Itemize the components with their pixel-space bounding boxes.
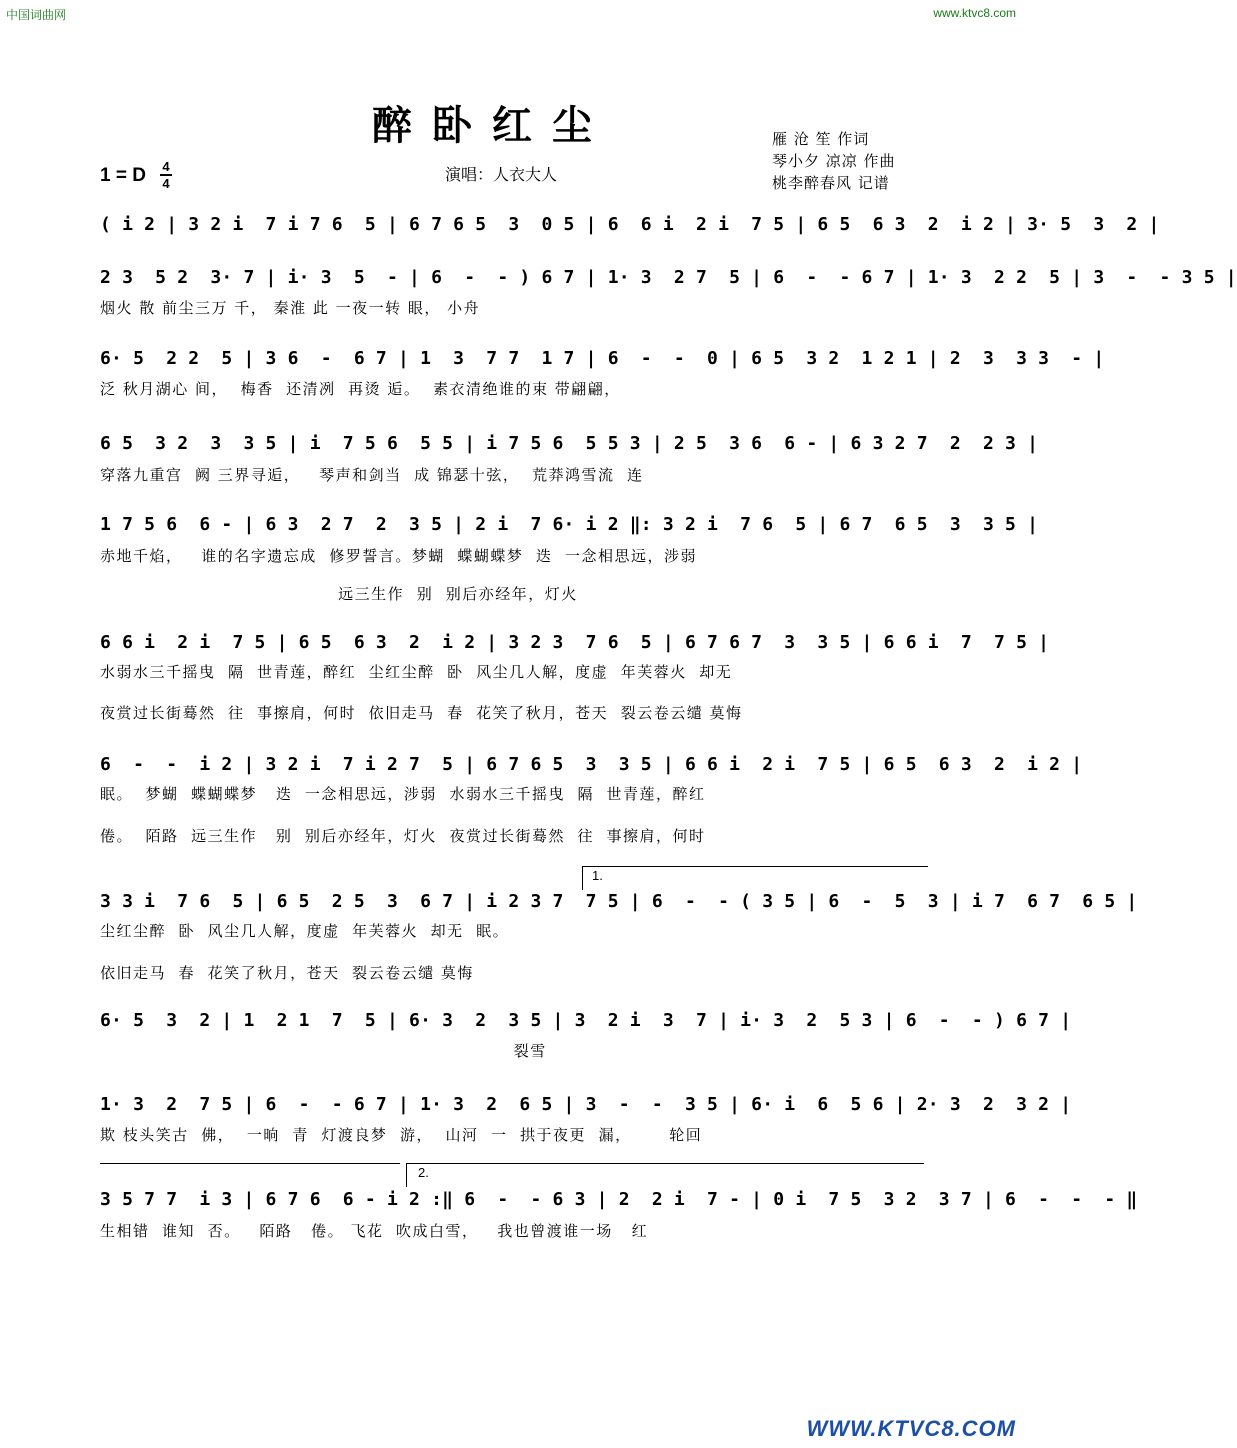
time-signature [158,160,174,190]
time-sig-bottom: 4 [162,176,170,191]
lyric-line-6a: 水弱水三千摇曳 隔 世青莲，醉红 尘红尘醉 卧 风尘几人解，度虚 年芙蓉火 却无 [100,663,733,681]
notation-line-6: 6 6 i 2 i 7 5 | 6 5 6 3 2 i 2 | 3 2 3 7 6 5 | 6 7 6 7 3 3 5 | 6 6 i 7 7 5 | [100,632,1050,653]
lyric-line-3: 泛 秋月湖心 间， 梅香 还清冽 再烫 逅。 素衣清绝谁的束 带翩翩， [100,380,621,398]
watermark-logo: WWW.KTVC8.COM [806,1416,1016,1441]
notation-line-2: 2 3 5 2 3· 7 | i· 3 5 - | 6 - - ) 6 7 | 1· 3 2 7 5 | 6 - - 6 7 | 1· 3 2 2 5 | 3 - - 3 5 | [100,267,1237,288]
song-title: 醉卧红尘 [372,102,612,149]
lyric-line-11: 生相错 谁知 否。 陌路 倦。 飞花 吹成白雪， 我也曾渡谁一场 红 [100,1222,649,1240]
notation-line-8: 3 3 i 7 6 5 | 6 5 2 5 3 6 7 | i 2 3 7 7 5 | 6 - - ( 3 5 | 6 - 5 3 | i 7 6 7 6 5 | [100,891,1138,912]
notation-line-4: 6 5 3 2 3 3 5 | i 7 5 6 5 5 | i 7 5 6 5 5 3 | 2 5 3 6 6 - | 6 3 2 7 2 2 3 | [100,433,1039,454]
notation-line-7: 6 - - i 2 | 3 2 i 7 i 2 7 5 | 6 7 6 5 3 3 5 | 6 6 i 2 i 7 5 | 6 5 6 3 2 i 2 | [100,754,1083,775]
lyric-line-7b: 倦。 陌路 远三生作 别 别后亦经年，灯火 夜赏过长街蓦然 往 事擦肩，何时 [100,827,706,845]
ending-1-label: 1. [592,868,603,883]
notation-line-11: 3 5 7 7 i 3 | 6 7 6 6 - i 2 :‖ 6 - - 6 3 | 2 2 i 7 - | 0 i 7 5 3 2 3 7 | 6 - - - ‖ [100,1189,1138,1210]
singer-credit: 演唱：人衣大人 [445,165,558,184]
lyric-line-4: 穿落九重宫 阙 三界寻逅， 琴声和剑当 成 锦瑟十弦， 荒莽鸿雪流 连 [100,466,644,484]
lyric-line-6b: 夜赏过长街蓦然 往 事擦肩，何时 依旧走马 春 花笑了秋月，苍天 裂云卷云缱 莫悔 [100,704,743,722]
ending-2-label: 2. [418,1165,429,1180]
notation-line-9: 6· 5 3 2 | 1 2 1 7 5 | 6· 3 2 3 5 | 3 2 i 3 7 | i· 3 2 5 3 | 6 - - ) 6 7 | [100,1010,1072,1031]
notation-line-10: 1· 3 2 7 5 | 6 - - 6 7 | 1· 3 2 6 5 | 3 - - 3 5 | 6· i 6 5 6 | 2· 3 2 3 2 | [100,1094,1072,1115]
time-sig-top: 4 [162,159,170,174]
ending-2-bracket [406,1163,924,1164]
notation-line-5: 1 7 5 6 6 - | 6 3 2 7 2 3 5 | 2 i 7 6· i 2 ‖: 3 2 i 7 6 5 | 6 7 6 5 3 3 5 | [100,514,1039,535]
lyric-line-8a: 尘红尘醉 卧 风尘几人解，度虚 年芙蓉火 却无 眠。 [100,922,510,940]
composer-credit: 琴小夕 凉凉 作曲 [772,152,896,170]
lyric-line-10: 欺 枝头笑古 佛， 一晌 青 灯渡良梦 游， 山河 一 拱于夜更 漏， 轮回 [100,1126,703,1144]
site-logo-text: 中国词曲网 [6,8,67,22]
lyricist-credit: 雁 沧 笙 作词 [772,130,870,148]
ending-1b-bracket [100,1163,400,1164]
lyric-line-2: 烟火 散 前尘三万 千， 秦淮 此 一夜一转 眼， 小舟 [100,299,481,317]
notation-line-1: ( i 2 | 3 2 i 7 i 7 6 5 | 6 7 6 5 3 0 5 | 6 6 i 2 i 7 5 | 6 5 6 3 2 i 2 | 3· 5 3 2 | [100,214,1160,235]
lyric-line-8b: 依旧走马 春 花笑了秋月，苍天 裂云卷云缱 莫悔 [100,964,474,982]
notation-credit: 桃李醉春风 记谱 [772,174,890,192]
key-signature: 1 = D [100,165,146,186]
lyric-line-9: 裂雪 [100,1042,547,1060]
ending-1-bracket-left [582,866,583,890]
notation-line-3: 6· 5 2 2 5 | 3 6 - 6 7 | 1 3 7 7 1 7 | 6 - - 0 | 6 5 3 2 1 2 1 | 2 3 3 3 - | [100,348,1105,369]
ending-1-bracket [582,866,928,867]
lyric-line-5a: 赤地千焰， 谁的名字遗忘成 修罗誓言。梦蝴 蝶蝴蝶梦 迭 一念相思远，涉弱 [100,547,697,565]
lyric-line-5b: 远三生作 别 别后亦经年，灯火 [100,585,578,603]
lyric-line-7a: 眠。 梦蝴 蝶蝴蝶梦 迭 一念相思远，涉弱 水弱水三千摇曳 隔 世青莲，醉红 [100,785,706,803]
ending-2-bracket-left [406,1163,407,1187]
site-url-text: www.ktvc8.com [933,6,1016,20]
